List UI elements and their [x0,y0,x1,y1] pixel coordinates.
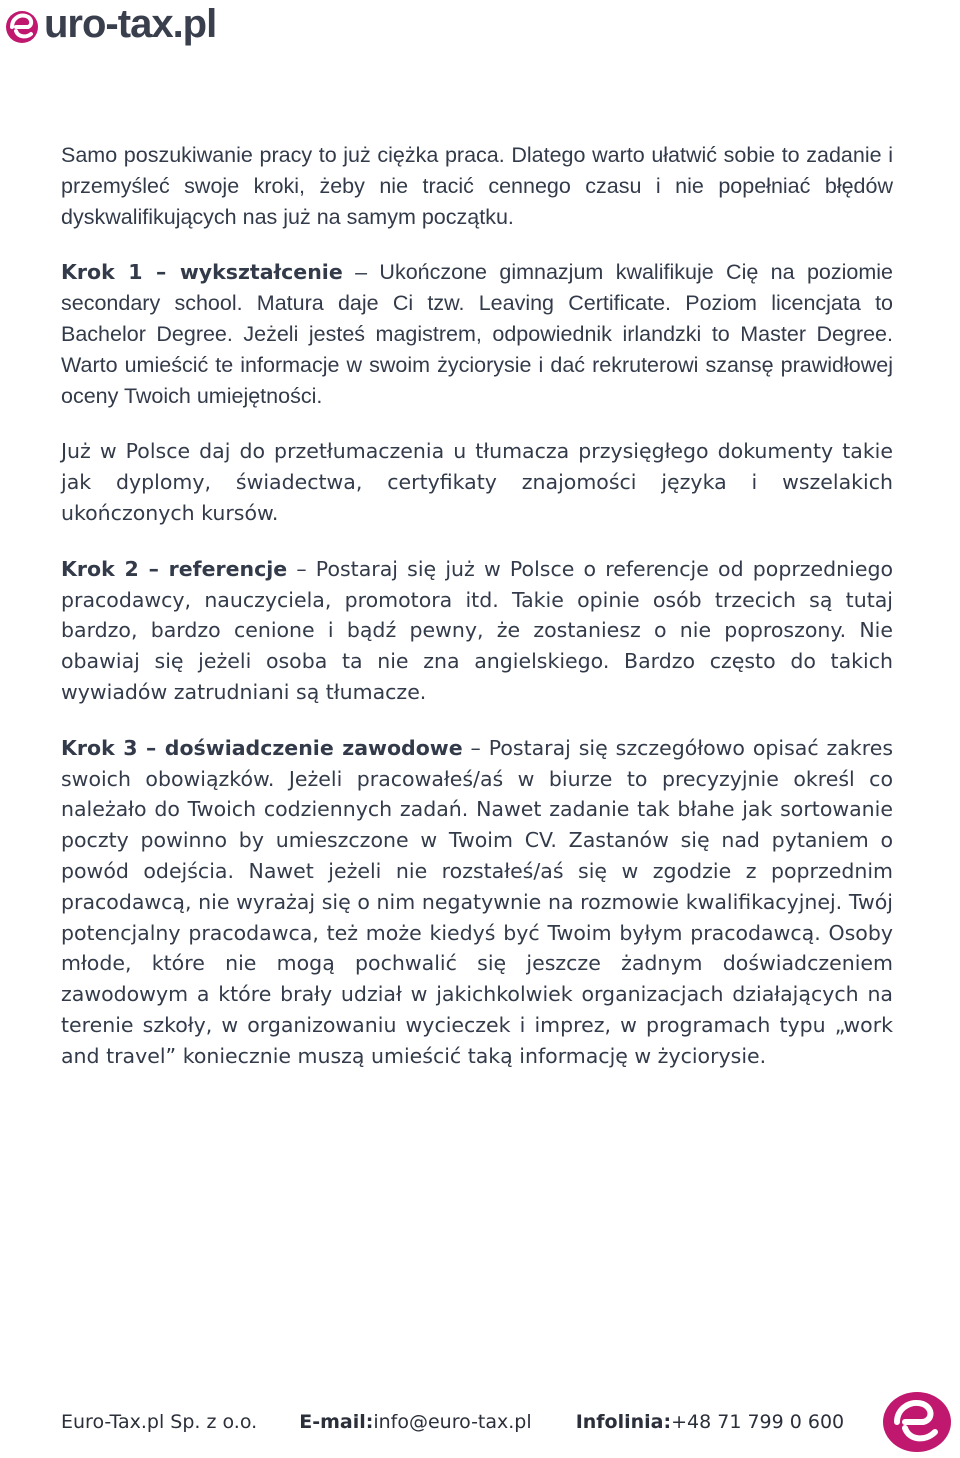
step3-paragraph [61,733,893,1072]
footer-email[interactable] [299,1411,531,1433]
footer-logo [877,1386,957,1458]
header-logo[interactable] [2,0,216,48]
intro-text: Samo poszukiwanie pracy to już ciężka praca. Dlatego warto ułatwić sobie to zadanie i przemyśleć swoje kroki, żeby nie tracić cennego czasu i nie popełniać błędów dyskwalifikujących nas już na samym początku. [61,143,893,229]
step3-text: – Postaraj się szczegółowo opisać zakres swoich obowiązków. Jeżeli pracowałeś/aś w biurze to precyzyjnie określ co należało do Twoich codziennych zadań. Nawet zadanie tak błahe jak sortowanie poczty powinno by umieszczone w Twoim CV. Zastanów się nad pytaniem o powód odejścia. Nawet jeżeli nie rozstałeś/aś się w zgodzie z poprzednim pracodawcą, nie wyrażaj się o nim negatywnie na rozmowie kwalifikacyjnej. Twój potencjalny pracodawca, też może kiedyś być Twoim byłym pracodawcą. Osoby młode, które nie mogą pochwalić się jeszcze żadnym doświadczeniem zawodowym a które brały udział w jakichkolwiek organizacjach działających na terenie szkoły, w organizowaniu wycieczek i imprez, w programach typu „work and travel” koniecznie muszą umieścić taką informację w życiorysie. [61,735,893,1068]
logo-e-icon [2,1,46,47]
translation-paragraph [61,436,893,528]
footer-email-label: E-mail: [299,1411,374,1433]
footer [61,1411,861,1433]
translation-text: Już w Polsce daj do przetłumaczenia u tłumacza przysięgłego dokumenty takie jak dyplomy, świadectwa, certyfikaty znajomości języka i wszelakich ukończonych kursów. [61,439,893,525]
footer-logo-e-icon [877,1386,957,1454]
logo-text: uro-tax.pl [44,2,217,46]
intro-paragraph [61,140,893,232]
footer-phone-label: Infolinia: [575,1411,672,1433]
footer-phone-value: +48 71 799 0 600 [671,1411,845,1433]
footer-email-value[interactable]: info@euro-tax.pl [373,1411,532,1433]
step1-paragraph [61,257,893,411]
step2-text: – Postaraj się już w Polsce o referencje od poprzedniego pracodawcy, nauczyciela, promotora itd. Takie opinie osób trzecich są tutaj bardzo, bardzo cenione i bądź pewny, że zostaniesz o nie poproszony. Nie obawiaj się jeżeli osoba ta nie zna angielskiego. Bardzo często do takich wywiadów zatrudniani są tłumacze. [61,556,893,704]
footer-company: Euro-Tax.pl Sp. z o.o. [61,1411,258,1433]
article-body [61,140,893,1097]
footer-phone [576,1411,844,1433]
step3-heading: Krok 3 – doświadczenie zawodowe [61,735,463,760]
step1-heading: Krok 1 – wykształcenie [61,260,343,285]
step2-heading: Krok 2 – referencje [61,556,288,581]
step1-text: – Ukończone gimnazjum kwalifikuje Cię na poziomie secondary school. Matura daje Ci tzw. Leaving Certificate. Poziom licencjata to Bachelor Degree. Jeżeli jesteś magistrem, odpowiednik irlandzki to Master Degree. Warto umieścić te informacje w swoim życiorysie i dać rekruterowi szansę prawidłowej oceny Twoich umiejętności. [61,260,894,408]
step2-paragraph [61,554,893,708]
